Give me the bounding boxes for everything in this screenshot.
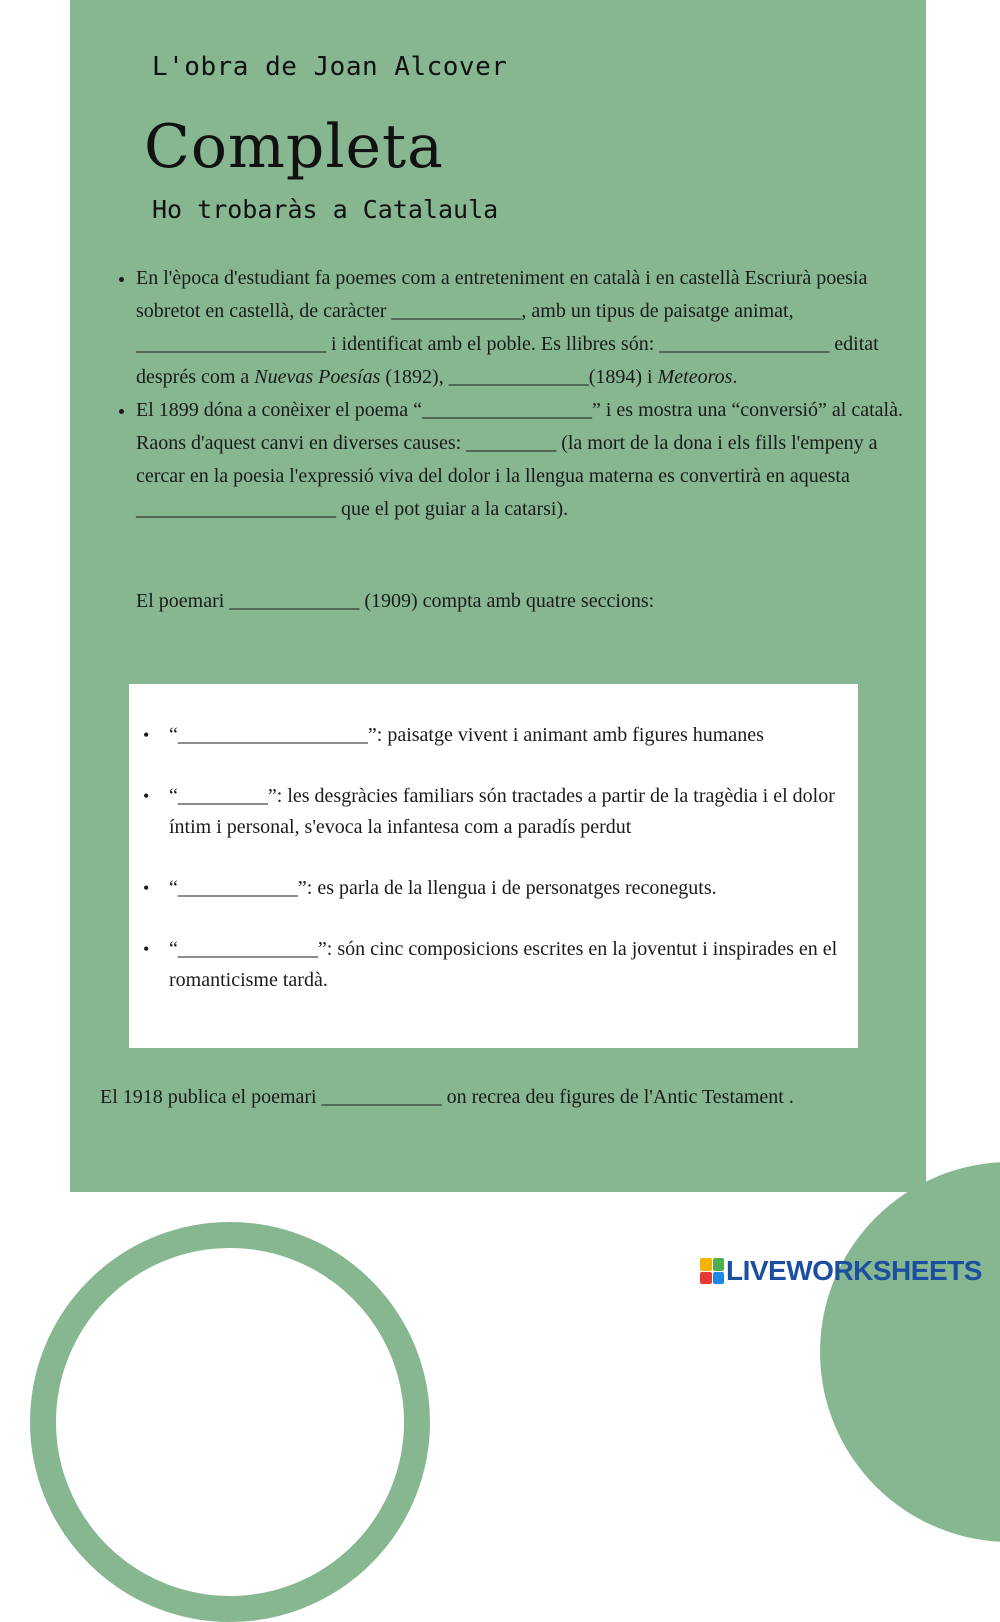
decorative-ring: [30, 1222, 430, 1622]
text-segment: , amb un tipus de paisatge animat,: [521, 300, 794, 322]
decorative-circle: [820, 1162, 1000, 1542]
text-segment: El 1918 publica el poemari: [100, 1086, 322, 1108]
quote-mark: “: [169, 938, 178, 960]
quote-mark: “: [169, 785, 178, 807]
book-title: Nuevas Poesías: [254, 366, 381, 388]
text-segment: ”: es parla de la llengua i de personatges reconeguts.: [297, 877, 717, 899]
quote-mark: “: [169, 877, 178, 899]
text-segment: El poemari: [136, 590, 230, 612]
worksheet-title: Completa: [144, 112, 444, 182]
final-line: [100, 1086, 794, 1109]
text-segment: (la mort de la dona i els fills l'empeny a cercar en la poesia l'expressió viva del dolor i la llengua materna es convertirà en aquesta: [136, 432, 878, 487]
blank-field[interactable]: _____________: [391, 300, 522, 322]
text-segment: (1892),: [380, 366, 449, 388]
blank-field[interactable]: ____________: [177, 877, 298, 899]
main-bullet-list: [104, 262, 926, 526]
text-segment: que el pot guiar a la catarsi).: [336, 498, 569, 520]
blank-field[interactable]: _________________: [659, 333, 830, 355]
list-item: [169, 720, 849, 751]
list-item: [136, 394, 926, 526]
text-segment: (1909) compta amb quatre seccions:: [359, 590, 655, 612]
blank-field[interactable]: _________________: [422, 399, 592, 421]
text-segment: El 1899 dóna a conèixer el poema “: [136, 399, 422, 421]
worksheet-source: Ho trobaràs a Catalaula: [152, 195, 499, 224]
text-segment: En l'època d'estudiant fa poemes com a entreteniment en català i en castellà Escriurà poesia sobretot en castellà, de caràcter: [136, 267, 868, 322]
liveworksheets-logo-icon: [700, 1258, 724, 1284]
text-segment: (1894) i: [588, 366, 658, 388]
blank-field[interactable]: ____________: [321, 1086, 442, 1108]
text-segment: ” i es mostra una “conversió” al català. Raons d'aquest canvi en diverses causes:: [136, 399, 903, 454]
list-item: [169, 781, 849, 843]
blank-field[interactable]: ___________________: [136, 333, 326, 355]
list-item: [169, 934, 849, 996]
text-segment: i identificat amb el poble. Es llibres són:: [326, 333, 660, 355]
book-title: Meteoros: [657, 366, 733, 388]
blank-field[interactable]: ______________: [448, 366, 589, 388]
sections-list: [169, 720, 849, 996]
blank-field[interactable]: ______________: [177, 938, 318, 960]
quote-mark: “: [169, 724, 178, 746]
list-item: [136, 262, 926, 394]
sections-box: [129, 684, 858, 1048]
list-item: [169, 873, 849, 904]
text-segment: ”: són cinc composicions escrites en la joventut i inspirades en el romanticisme tardà.: [169, 938, 838, 991]
text-segment: .: [732, 366, 738, 388]
text-segment: ”: les desgràcies familiars són tractades a partir de la tragèdia i el dolor íntim i personal, s'evoca la infantesa com a paradís perdut: [169, 785, 835, 838]
text-segment: editat després com a: [136, 333, 879, 388]
blank-field[interactable]: _____________: [229, 590, 360, 612]
seccions-line: [136, 590, 654, 613]
blank-field[interactable]: _________: [466, 432, 557, 454]
brand-name: LIVEWORKSHEETS: [726, 1255, 982, 1286]
liveworksheets-brand[interactable]: [700, 1254, 982, 1288]
blank-field[interactable]: _________: [177, 785, 268, 807]
blank-field[interactable]: ___________________: [177, 724, 368, 746]
text-segment: ”: paisatge vivent i animant amb figures humanes: [367, 724, 764, 746]
worksheet-subtitle: L'obra de Joan Alcover: [152, 52, 508, 82]
blank-field[interactable]: ____________________: [136, 498, 336, 520]
text-segment: on recrea deu figures de l'Antic Testament .: [441, 1086, 794, 1108]
